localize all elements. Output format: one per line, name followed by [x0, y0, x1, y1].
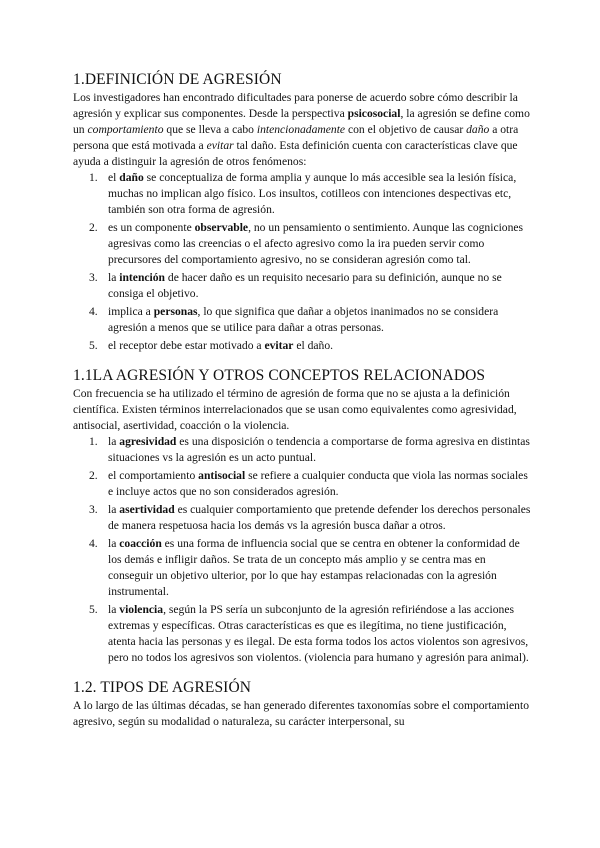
text-run: es un componente: [108, 221, 195, 234]
text-run: es cualquier comportamiento que pretende defender los derechos personales de manera respetuosa hacia los demás vs la agresión busca dañar a otros.: [108, 503, 531, 532]
list-item: [73, 434, 531, 466]
bold-term: coacción: [119, 537, 162, 550]
text-run: de hacer daño es un requisito necesario para su definición, aunque no se consiga el objetivo.: [108, 271, 502, 300]
text-run: , no un pensamiento o sentimiento. Aunque las cogniciones agresivas como las creencias o el afecto agresivo como la ira pueden servir como precursores del comportamiento agresivo, no se consideran agresión como tal.: [108, 221, 524, 266]
bold-term: daño: [119, 171, 144, 184]
text-run: Los investigadores han encontrado dificultades para ponerse de acuerdo sobre cómo describir la agresión y explicar sus componentes. Desde la perspectiva: [73, 91, 518, 120]
text-run: la: [108, 603, 120, 616]
italic-term: comportamiento: [87, 123, 164, 136]
text-run: a otra persona que está motivada a: [73, 123, 519, 152]
list-item-number: 1.: [89, 171, 98, 184]
bold-term: personas: [153, 305, 198, 318]
section-intro: [73, 698, 531, 730]
bold-term: evitar: [264, 339, 294, 352]
list-item-number: 5.: [89, 603, 98, 616]
text-run: con el objetivo de causar: [345, 123, 467, 136]
text-run: es una forma de influencia social que se centra en obtener la conformidad de los demás e infligir daños. Se trata de un concepto más amplio y se centra mas en conseguir un objetivo ulterior, por lo que hay estampas relacionadas con la agresión instrumental.: [108, 537, 520, 598]
section-title: 1.DEFINICIÓN DE AGRESIÓN: [73, 71, 282, 88]
text-run: se refiere a cualquier conducta que viola las normas sociales e incluye actos que no son considerados agresión.: [108, 469, 528, 498]
characteristics-list: [73, 170, 531, 354]
text-run: el receptor debe estar motivado a: [108, 339, 265, 352]
list-item-number: 2.: [89, 221, 98, 234]
list-item: [73, 468, 531, 500]
list-item-number: 5.: [89, 339, 98, 352]
list-item: [73, 170, 531, 218]
section-title: 1.1LA AGRESIÓN Y OTROS CONCEPTOS RELACIONADOS: [73, 367, 486, 384]
italic-term: evitar: [206, 139, 234, 152]
bold-term: asertividad: [119, 503, 175, 516]
list-item-number: 4.: [89, 537, 98, 550]
bold-term: antisocial: [198, 469, 246, 482]
text-run: , lo que significa que dañar a objetos inanimados no se considera agresión a menos que se utilice para dañar a otras personas.: [108, 305, 499, 334]
section-tipos: [73, 678, 531, 730]
text-run: la: [108, 503, 120, 516]
bold-term: psicosocial: [347, 107, 401, 120]
text-run: la: [108, 537, 120, 550]
text-run: el daño.: [293, 339, 334, 352]
text-run: el: [108, 171, 120, 184]
text-run: A lo largo de las últimas décadas, se han generado diferentes taxonomías sobre el comportamiento agresivo, según su modalidad o naturaleza, su carácter interpersonal, su: [73, 699, 529, 728]
bold-term: intención: [119, 271, 166, 284]
list-item: [73, 270, 531, 302]
text-run: la: [108, 271, 120, 284]
list-item: [73, 602, 531, 666]
list-item: [73, 304, 531, 336]
text-run: el comportamiento: [108, 469, 199, 482]
text-run: se conceptualiza de forma amplia y aunque lo más accesible sea la lesión física, muchas no implican algo físico. Los insultos, cotilleos con intenciones despectivas etc, también son otra forma de agresión.: [108, 171, 517, 216]
text-run: que se lleva a cabo: [163, 123, 257, 136]
section-intro: [73, 90, 531, 170]
text-run: Con frecuencia se ha utilizado el término de agresión de forma que no se ajusta a la definición científica. Existen términos interrelacionados que se usan como equivalentes como agresividad, antisocial, asertividad, coacción o la violencia.: [73, 387, 517, 432]
bold-term: observable: [194, 221, 249, 234]
document-content: [73, 70, 531, 730]
text-run: , la agresión se define como un: [73, 107, 530, 136]
list-item: [73, 536, 531, 600]
list-item-number: 4.: [89, 305, 98, 318]
text-run: la: [108, 435, 120, 448]
list-item-number: 1.: [89, 435, 98, 448]
text-run: es una disposición o tendencia a comportarse de forma agresiva en distintas situaciones vs la agresión es un acto puntual.: [108, 435, 530, 464]
list-item: [73, 220, 531, 268]
list-item-number: 2.: [89, 469, 98, 482]
section-definicion: [73, 70, 531, 354]
text-run: implica a: [108, 305, 154, 318]
section-title: 1.2. TIPOS DE AGRESIÓN: [73, 679, 252, 696]
section-conceptos: [73, 366, 531, 666]
italic-term: daño: [466, 123, 490, 136]
text-run: tal daño. Esta definición cuenta con características clave que ayuda a distinguir la agresión de otros fenómenos:: [73, 139, 518, 168]
list-item-number: 3.: [89, 503, 98, 516]
list-item-number: 3.: [89, 271, 98, 284]
italic-term: intencionadamente: [256, 123, 346, 136]
section-intro: [73, 386, 531, 434]
concepts-list: [73, 434, 531, 666]
bold-term: agresividad: [119, 435, 177, 448]
text-run: , según la PS sería un subconjunto de la agresión refiriéndose a las acciones extremas y específicas. Otras características es que es ilegítima, no tiene justificación, atenta hacia las personas y es ilegal. De esta forma todos los actos violentos son agresivos, pero no todos los agresivos son violentos. (violencia para humano y agresión para animal).: [108, 603, 529, 664]
bold-term: violencia: [119, 603, 164, 616]
list-item: [73, 338, 531, 354]
list-item: [73, 502, 531, 534]
